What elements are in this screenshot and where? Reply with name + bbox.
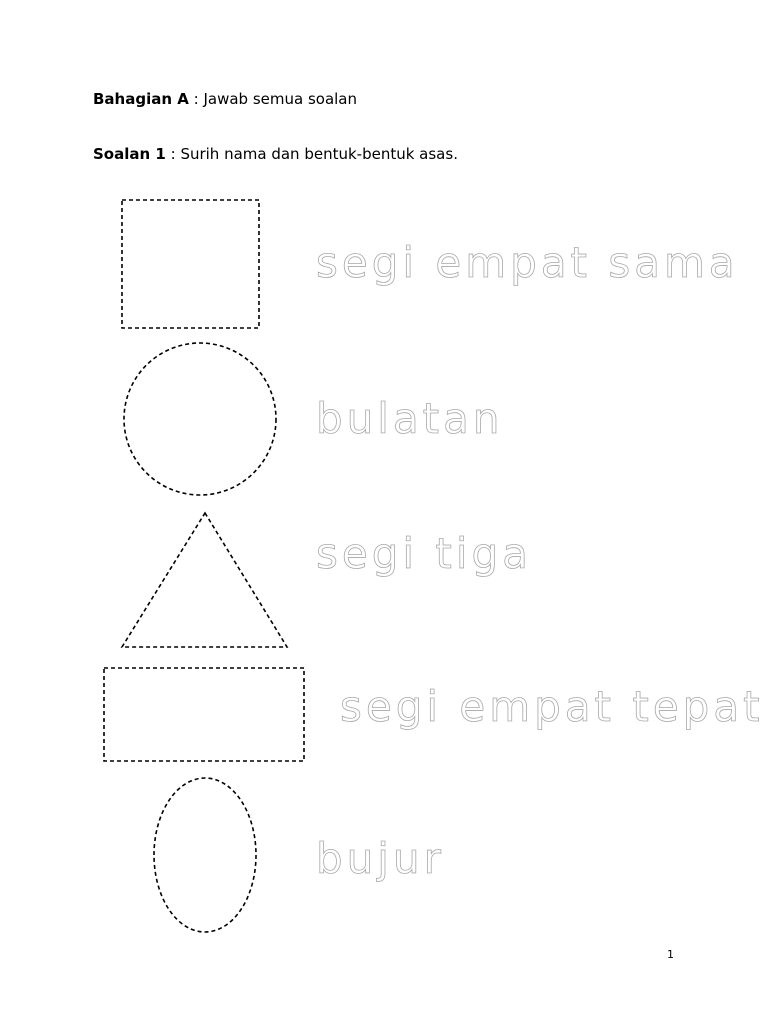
- trace-word-triangle: segi tiga: [316, 529, 532, 578]
- trace-word-square: segi empat sama: [316, 238, 739, 287]
- section-separator: :: [188, 90, 204, 108]
- question-instruction: Surih nama dan bentuk-bentuk asas.: [180, 145, 458, 163]
- question-label: Soalan 1: [93, 145, 166, 163]
- oval-shape: [154, 778, 256, 932]
- page-number: 1: [667, 948, 674, 961]
- section-instruction: Jawab semua soalan: [203, 90, 358, 108]
- trace-word-oval: bujur: [316, 834, 445, 883]
- question-separator: :: [165, 145, 181, 163]
- section-label: Bahagian A: [93, 90, 189, 108]
- square-shape: [122, 200, 259, 328]
- trace-word-circle: bulatan: [316, 394, 504, 443]
- circle-shape: [124, 343, 276, 495]
- triangle-shape: [122, 513, 287, 647]
- rectangle-shape: [104, 668, 304, 761]
- trace-word-rectangle: segi empat tepat: [340, 682, 764, 731]
